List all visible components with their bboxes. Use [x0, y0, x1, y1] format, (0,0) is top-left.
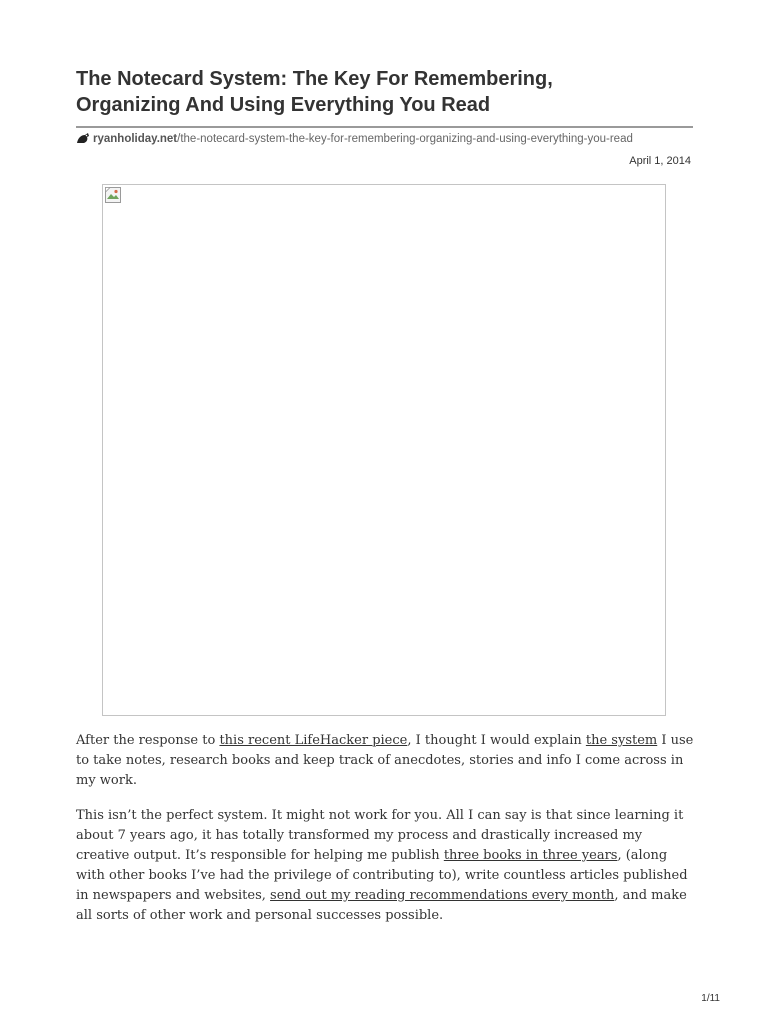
article-image — [102, 184, 666, 716]
broken-image-icon — [104, 186, 122, 204]
publish-date: April 1, 2014 — [629, 155, 691, 167]
paragraph-system — [76, 806, 696, 926]
lifehacker-link[interactable]: this recent LifeHacker piece — [219, 733, 408, 748]
page-number: 1/11 — [701, 993, 720, 1004]
title-divider — [76, 126, 693, 128]
the-system-link[interactable]: the system — [585, 733, 658, 748]
paragraph-text: After the response to — [76, 733, 220, 748]
paragraph-text: This isn’t the perfect system. It might not work for you. All I can say is that since learning it about 7 years ago, it has totally transformed my process and drastically increased my creative output. It’s responsible for helping me publish — [76, 808, 684, 863]
paragraph-text: , and make all sorts of other work and personal successes possible. — [76, 888, 687, 923]
paragraph-text: , I thought I would explain — [407, 733, 586, 748]
source-domain: ryanholiday.net — [93, 133, 178, 145]
reading-recommendations-link[interactable]: send out my reading recommendations every month — [270, 888, 615, 903]
source-url[interactable] — [76, 131, 696, 147]
three-books-link[interactable]: three books in three years — [443, 848, 618, 863]
source-path: /the-notecard-system-the-key-for-remembering-organizing-and-using-everything-you-read — [177, 133, 633, 145]
article-title — [76, 66, 696, 118]
paragraph-text: , (along with other books I’ve had the privilege of contributing to), write countless articles published in newspapers and websites, — [76, 848, 688, 903]
paragraph-text: I use to take notes, research books and keep track of anecdotes, stories and info I come across in my work. — [76, 733, 694, 788]
title-line-2: Organizing And Using Everything You Read — [76, 94, 491, 116]
site-favicon-icon — [76, 132, 91, 144]
title-line-1: The Notecard System: The Key For Remembering, — [76, 68, 553, 90]
paragraph-intro — [76, 731, 696, 791]
